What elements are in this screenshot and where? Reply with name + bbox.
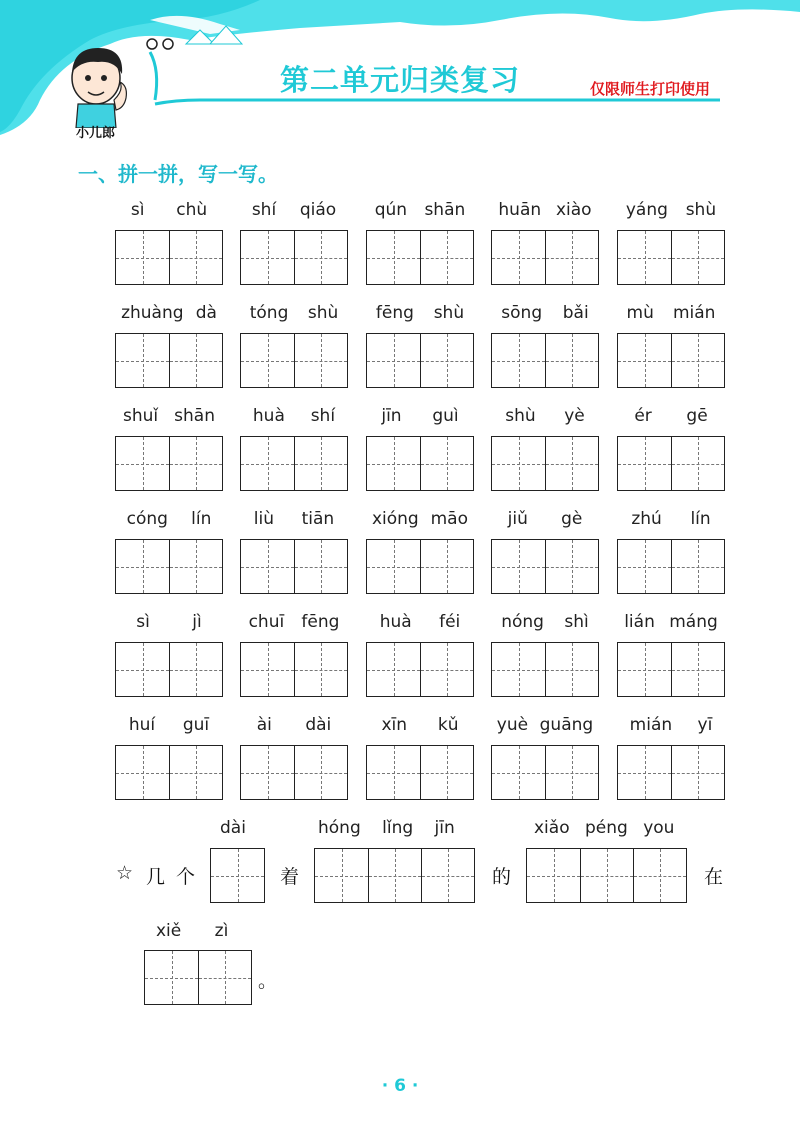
tian-grid-cell[interactable] bbox=[618, 231, 671, 284]
pinyin-label bbox=[240, 406, 348, 428]
pinyin-syllable: yī bbox=[697, 715, 713, 735]
tian-grid-cell[interactable] bbox=[241, 437, 294, 490]
sentence-word: 的 bbox=[492, 866, 512, 888]
star-icon: ☆ bbox=[116, 862, 134, 884]
pinyin-syllable: cóng bbox=[126, 509, 168, 529]
tian-grid-cell[interactable] bbox=[116, 334, 169, 387]
pinyin-syllable: tóng bbox=[249, 303, 289, 323]
pinyin-label bbox=[240, 303, 348, 325]
pinyin-syllable: shù bbox=[685, 200, 717, 220]
pinyin-syllable: sì bbox=[130, 200, 145, 220]
pinyin-label bbox=[115, 406, 223, 428]
tian-grid-cell[interactable] bbox=[671, 231, 724, 284]
tian-grid-cell[interactable] bbox=[294, 437, 347, 490]
pinyin-syllable: huà bbox=[379, 612, 412, 632]
writing-box[interactable] bbox=[617, 333, 725, 388]
tian-grid-cell[interactable] bbox=[294, 231, 347, 284]
pinyin-syllable: yáng bbox=[625, 200, 668, 220]
pinyin-syllable: māo bbox=[430, 509, 469, 529]
pinyin-syllable: shí bbox=[251, 200, 277, 220]
tian-grid-cell[interactable] bbox=[545, 231, 598, 284]
pinyin-syllable: lín bbox=[690, 509, 711, 529]
pinyin-label bbox=[366, 612, 474, 634]
sentence-period: 。 bbox=[258, 970, 278, 992]
tian-grid-cell[interactable] bbox=[367, 231, 420, 284]
writing-box[interactable] bbox=[491, 642, 599, 697]
pinyin-label bbox=[491, 612, 599, 634]
tian-grid-cell[interactable] bbox=[367, 540, 420, 593]
section-title: 一、拼一拼，写一写。 bbox=[78, 162, 278, 186]
pinyin-syllable: zhú bbox=[631, 509, 662, 529]
pinyin-syllable: lín bbox=[191, 509, 212, 529]
pinyin-syllable: fēng bbox=[301, 612, 340, 632]
writing-box[interactable] bbox=[115, 436, 223, 491]
pinyin-syllable: mián bbox=[629, 715, 673, 735]
writing-box[interactable] bbox=[526, 848, 687, 903]
pinyin-syllable: ài bbox=[256, 715, 272, 735]
pinyin-syllable: gē bbox=[686, 406, 708, 426]
pinyin-label bbox=[491, 509, 599, 531]
pinyin-label bbox=[491, 715, 599, 737]
pinyin-syllable: qiáo bbox=[299, 200, 337, 220]
print-note: 仅限师生打印使用 bbox=[590, 80, 711, 98]
writing-box[interactable] bbox=[491, 333, 599, 388]
writing-box[interactable] bbox=[240, 539, 348, 594]
writing-box[interactable] bbox=[366, 642, 474, 697]
writing-box[interactable] bbox=[491, 436, 599, 491]
pinyin-syllable: dà bbox=[195, 303, 217, 323]
tian-grid-cell[interactable] bbox=[169, 231, 222, 284]
tian-grid-cell[interactable] bbox=[169, 437, 222, 490]
pinyin-syllable: sōng bbox=[501, 303, 543, 323]
pinyin-syllable: guī bbox=[182, 715, 210, 735]
tian-grid-cell[interactable] bbox=[169, 746, 222, 799]
tian-grid-cell[interactable] bbox=[492, 746, 545, 799]
sentence-word: 个 bbox=[176, 866, 196, 888]
writing-box[interactable] bbox=[366, 745, 474, 800]
tian-grid-cell[interactable] bbox=[618, 746, 671, 799]
tian-grid-cell[interactable] bbox=[420, 437, 473, 490]
pinyin-syllable: mù bbox=[626, 303, 654, 323]
writing-box[interactable] bbox=[491, 539, 599, 594]
pinyin-syllable: shí bbox=[310, 406, 336, 426]
pinyin-syllable: jīn bbox=[381, 406, 402, 426]
pinyin-syllable: guāng bbox=[539, 715, 594, 735]
pinyin-syllable: shù bbox=[505, 406, 536, 426]
pinyin-syllable: gè bbox=[561, 509, 583, 529]
pinyin-syllable: liù bbox=[253, 509, 275, 529]
pinyin-syllable: dài bbox=[305, 715, 332, 735]
tian-grid-cell[interactable] bbox=[545, 746, 598, 799]
sentence-pinyin: xiǎo péng you bbox=[534, 818, 675, 838]
writing-box[interactable] bbox=[115, 642, 223, 697]
pinyin-syllable: tiān bbox=[301, 509, 335, 529]
pinyin-label bbox=[366, 200, 474, 222]
tian-grid-cell[interactable] bbox=[671, 643, 724, 696]
writing-box[interactable] bbox=[491, 230, 599, 285]
pinyin-syllable: bǎi bbox=[562, 303, 589, 323]
tian-grid-cell[interactable] bbox=[116, 643, 169, 696]
sentence-pinyin: dài bbox=[220, 818, 246, 838]
tian-grid-cell[interactable] bbox=[545, 334, 598, 387]
tian-grid-cell[interactable] bbox=[294, 334, 347, 387]
writing-box[interactable] bbox=[240, 436, 348, 491]
tian-grid-cell[interactable] bbox=[241, 746, 294, 799]
pinyin-label bbox=[617, 406, 725, 428]
pinyin-label bbox=[366, 303, 474, 325]
pinyin-label bbox=[491, 200, 599, 222]
pinyin-label bbox=[240, 509, 348, 531]
writing-box[interactable] bbox=[240, 333, 348, 388]
writing-box[interactable] bbox=[617, 745, 725, 800]
pinyin-label bbox=[240, 715, 348, 737]
mascot-boy-icon bbox=[58, 38, 138, 128]
pinyin-syllable: xīn bbox=[381, 715, 408, 735]
tian-grid-cell[interactable] bbox=[169, 334, 222, 387]
tian-grid-cell[interactable] bbox=[169, 540, 222, 593]
pinyin-syllable: jiǔ bbox=[507, 509, 528, 529]
tian-grid-cell[interactable] bbox=[367, 334, 420, 387]
pinyin-label bbox=[491, 406, 599, 428]
pinyin-syllable: yè bbox=[564, 406, 585, 426]
pinyin-label bbox=[366, 509, 474, 531]
tian-grid-cell[interactable] bbox=[671, 334, 724, 387]
mascot-name: 小儿郎 bbox=[76, 126, 116, 141]
writing-box[interactable] bbox=[210, 848, 265, 903]
tian-grid-cell[interactable] bbox=[545, 437, 598, 490]
writing-box[interactable] bbox=[617, 539, 725, 594]
tian-grid-cell[interactable] bbox=[618, 643, 671, 696]
pinyin-label bbox=[617, 509, 725, 531]
tian-grid-cell[interactable] bbox=[420, 540, 473, 593]
writing-box[interactable] bbox=[144, 950, 252, 1005]
tian-grid-cell[interactable] bbox=[671, 540, 724, 593]
pinyin-syllable: chuī bbox=[248, 612, 285, 632]
tian-grid-cell[interactable] bbox=[671, 746, 724, 799]
pinyin-label bbox=[617, 715, 725, 737]
pinyin-syllable: féi bbox=[439, 612, 461, 632]
writing-box[interactable] bbox=[240, 642, 348, 697]
tian-grid-cell[interactable] bbox=[241, 643, 294, 696]
tian-grid-cell[interactable] bbox=[294, 643, 347, 696]
sentence-word: 在 bbox=[704, 866, 724, 888]
tian-grid-cell[interactable] bbox=[545, 540, 598, 593]
pinyin-syllable: huān bbox=[498, 200, 542, 220]
pinyin-label bbox=[240, 200, 348, 222]
tian-grid-cell[interactable] bbox=[618, 437, 671, 490]
sentence-pinyin: xiě zì bbox=[156, 921, 229, 941]
pinyin-syllable: qún bbox=[374, 200, 408, 220]
tian-grid-cell[interactable] bbox=[367, 746, 420, 799]
pinyin-label bbox=[115, 509, 223, 531]
pinyin-label bbox=[617, 303, 725, 325]
tian-grid-cell[interactable] bbox=[367, 643, 420, 696]
tian-grid-cell[interactable] bbox=[241, 334, 294, 387]
pinyin-syllable: guì bbox=[432, 406, 459, 426]
pinyin-label bbox=[115, 612, 223, 634]
pinyin-syllable: xiào bbox=[555, 200, 592, 220]
writing-box[interactable] bbox=[617, 230, 725, 285]
tian-grid-cell[interactable] bbox=[671, 437, 724, 490]
pinyin-label bbox=[240, 612, 348, 634]
tian-grid-cell[interactable] bbox=[420, 334, 473, 387]
writing-box[interactable] bbox=[115, 230, 223, 285]
pinyin-syllable: huà bbox=[252, 406, 285, 426]
pinyin-label bbox=[617, 200, 725, 222]
tian-grid-cell[interactable] bbox=[294, 540, 347, 593]
pinyin-syllable: jì bbox=[192, 612, 202, 632]
tian-grid-cell[interactable] bbox=[420, 643, 473, 696]
writing-box[interactable] bbox=[115, 333, 223, 388]
pinyin-syllable: shuǐ bbox=[123, 406, 159, 426]
pinyin-syllable: nóng bbox=[501, 612, 544, 632]
pinyin-label bbox=[491, 303, 599, 325]
writing-box[interactable] bbox=[491, 745, 599, 800]
writing-box[interactable] bbox=[115, 539, 223, 594]
writing-box[interactable] bbox=[366, 436, 474, 491]
writing-box[interactable] bbox=[240, 230, 348, 285]
tian-grid-cell[interactable] bbox=[294, 746, 347, 799]
pinyin-syllable: chù bbox=[176, 200, 208, 220]
tian-grid-cell[interactable] bbox=[169, 643, 222, 696]
tian-grid-cell[interactable] bbox=[241, 540, 294, 593]
tian-grid-cell[interactable] bbox=[618, 334, 671, 387]
pinyin-syllable: lián bbox=[624, 612, 655, 632]
pinyin-syllable: shì bbox=[564, 612, 589, 632]
tian-grid-cell[interactable] bbox=[116, 231, 169, 284]
pinyin-label bbox=[366, 715, 474, 737]
writing-box[interactable] bbox=[366, 333, 474, 388]
writing-box[interactable] bbox=[115, 745, 223, 800]
pinyin-label bbox=[115, 303, 223, 325]
tian-grid-cell[interactable] bbox=[618, 540, 671, 593]
tian-grid-cell[interactable] bbox=[367, 437, 420, 490]
tian-grid-cell[interactable] bbox=[492, 231, 545, 284]
pinyin-label bbox=[617, 612, 725, 634]
pinyin-syllable: shù bbox=[433, 303, 465, 323]
pinyin-syllable: xióng bbox=[371, 509, 419, 529]
pinyin-syllable: shù bbox=[307, 303, 339, 323]
tian-grid-cell[interactable] bbox=[545, 643, 598, 696]
writing-box[interactable] bbox=[314, 848, 475, 903]
writing-box[interactable] bbox=[366, 230, 474, 285]
tian-grid-cell[interactable] bbox=[492, 540, 545, 593]
writing-box[interactable] bbox=[366, 539, 474, 594]
pinyin-syllable: yuè bbox=[496, 715, 529, 735]
pinyin-label bbox=[366, 406, 474, 428]
tian-grid-cell[interactable] bbox=[492, 437, 545, 490]
writing-box[interactable] bbox=[617, 642, 725, 697]
pinyin-syllable: shān bbox=[424, 200, 466, 220]
pinyin-syllable: ér bbox=[634, 406, 652, 426]
tian-grid-cell[interactable] bbox=[420, 231, 473, 284]
tian-grid-cell[interactable] bbox=[116, 746, 169, 799]
pinyin-syllable: kǔ bbox=[437, 715, 459, 735]
tian-grid-cell[interactable] bbox=[492, 334, 545, 387]
pinyin-syllable: huí bbox=[128, 715, 156, 735]
writing-box[interactable] bbox=[617, 436, 725, 491]
page-number: · 6 · bbox=[381, 1076, 419, 1096]
pinyin-syllable: máng bbox=[669, 612, 718, 632]
tian-grid-cell[interactable] bbox=[116, 540, 169, 593]
sentence-word: 着 bbox=[280, 866, 300, 888]
tian-grid-cell[interactable] bbox=[116, 437, 169, 490]
tian-grid-cell[interactable] bbox=[241, 231, 294, 284]
pinyin-syllable: fēng bbox=[375, 303, 414, 323]
tian-grid-cell[interactable] bbox=[420, 746, 473, 799]
pinyin-syllable: zhuàng bbox=[121, 303, 184, 323]
pinyin-syllable: mián bbox=[672, 303, 716, 323]
page-title: 第二单元归类复习 bbox=[279, 63, 520, 97]
tian-grid-cell[interactable] bbox=[492, 643, 545, 696]
writing-box[interactable] bbox=[240, 745, 348, 800]
pinyin-syllable: sì bbox=[136, 612, 150, 632]
pinyin-label bbox=[115, 715, 223, 737]
sentence-pinyin: hóng lǐng jīn bbox=[318, 818, 455, 838]
sentence-word: 几 bbox=[146, 866, 166, 888]
pinyin-label bbox=[115, 200, 223, 222]
pinyin-syllable: shān bbox=[174, 406, 215, 426]
